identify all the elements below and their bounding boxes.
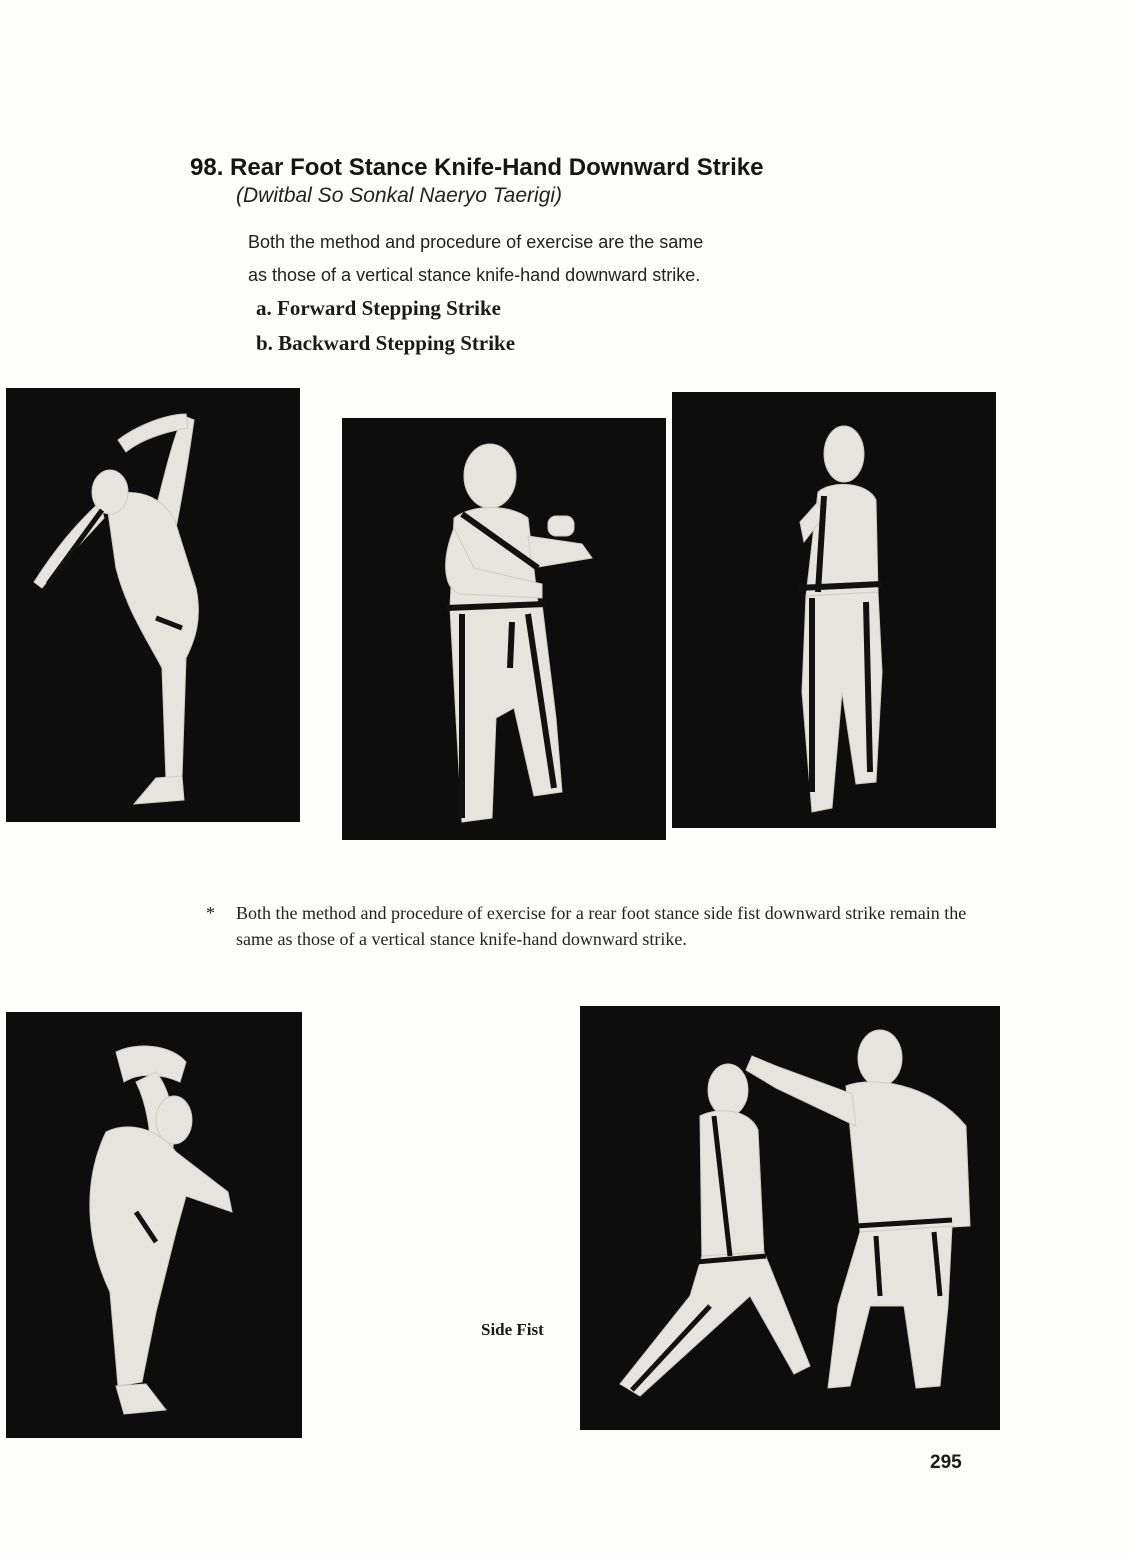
sub-item-backward: b. Backward Stepping Strike <box>256 331 516 355</box>
photo-vertical-kick <box>6 1012 302 1438</box>
sub-item-forward: a. Forward Stepping Strike <box>256 296 502 320</box>
photo-standing-strike <box>672 392 996 828</box>
photo-caption: Side Fist <box>481 1320 544 1339</box>
page-number: 295 <box>930 1452 962 1473</box>
intro-line: Both the method and procedure of exercise are the same <box>248 232 704 252</box>
footnote-text: Both the method and procedure of exercise for a rear foot stance side fist downward strike remain the same as those of a vertical stance knife-hand downward strike. <box>236 903 967 949</box>
intro-line: as those of a vertical stance knife-hand downward strike. <box>248 265 701 285</box>
intro-paragraph <box>248 226 908 292</box>
footnote <box>206 900 996 952</box>
photo-partner-side-fist <box>580 1006 1000 1430</box>
photo-ready-stance <box>342 418 666 840</box>
footnote-marker: * <box>206 903 215 923</box>
section-subtitle: (Dwitbal So Sonkal Naeryo Taerigi) <box>236 184 563 207</box>
photo-high-kick <box>6 388 300 822</box>
section-title: 98. Rear Foot Stance Knife-Hand Downward Strike <box>190 154 764 181</box>
